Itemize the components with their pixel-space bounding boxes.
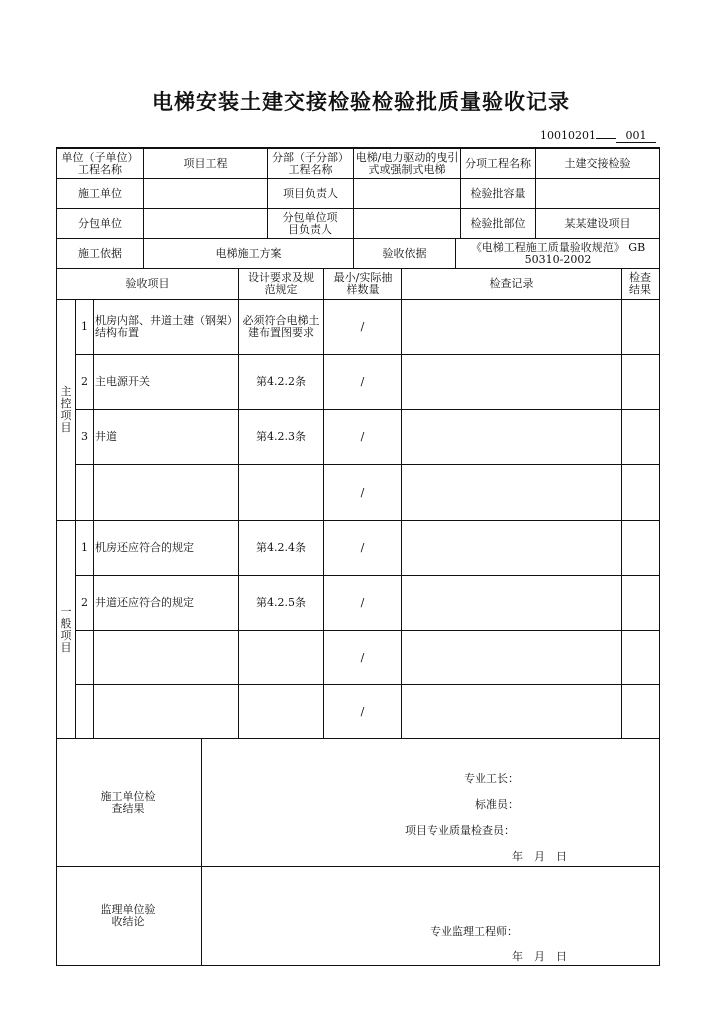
sub-item-value[interactable]: 土建交接检验 (564, 156, 631, 170)
contractor-label: 施工单位 (78, 186, 122, 200)
foreman-signature[interactable]: 专业工长： (464, 772, 519, 785)
column-sample: 最小/实际抽样数量 (333, 271, 393, 296)
supervisor-check-label: 监理单位验收结论 (100, 903, 156, 928)
sub-division-label: 分部（子分部）工程名称 (272, 150, 349, 176)
sub-manager-value[interactable] (354, 209, 460, 238)
general-row-2-no: 2 (81, 596, 88, 609)
main-row-2-design: 第4.2.2条 (256, 375, 306, 388)
main-row-4-sample[interactable]: / (360, 485, 365, 499)
general-row-4-sample[interactable]: / (360, 704, 365, 718)
main-row-2-item: 主电源开关 (95, 375, 150, 388)
project-manager-label: 项目负责人 (283, 186, 338, 200)
general-label: 一般项目 (60, 604, 72, 654)
main-row-2-no: 2 (81, 375, 88, 388)
unit-project-value[interactable]: 项目工程 (183, 156, 228, 170)
sub-division-value[interactable]: 电梯/电力驱动的曳引式或强制式电梯 (355, 150, 459, 176)
project-manager-value[interactable] (354, 179, 460, 208)
general-row-3-no (76, 631, 93, 684)
main-row-4-design (239, 465, 323, 520)
quality-inspector-signature[interactable]: 项目专业质量检查员： (405, 824, 515, 837)
contractor-value[interactable] (144, 179, 267, 208)
column-item: 验收项目 (125, 277, 170, 290)
contractor-date[interactable]: 年 月 日 (512, 850, 567, 863)
main-row-1-design: 必须符合电梯土建布置图要求 (242, 314, 320, 339)
batch-location-value[interactable]: 某某建设项目 (564, 216, 631, 230)
general-row-2-sample[interactable]: / (360, 596, 365, 609)
main-row-4-no (76, 465, 93, 520)
general-row-1-sample[interactable]: / (360, 541, 365, 554)
sub-manager-label: 分包单位项目负责人 (282, 210, 338, 236)
main-row-3-design: 第4.2.3条 (256, 430, 306, 443)
general-row-3-sample[interactable]: / (360, 650, 365, 664)
standards-inspector-signature[interactable]: 标准员： (475, 798, 519, 811)
general-row-2-design: 第4.2.5条 (256, 596, 306, 609)
page-title: 电梯安装土建交接检验检验批质量验收记录 (152, 90, 570, 114)
batch-capacity-label: 检验批容量 (470, 186, 526, 200)
main-row-1-no: 1 (81, 320, 88, 333)
main-row-3-sample[interactable]: / (360, 430, 365, 443)
general-row-4-item (95, 685, 238, 738)
general-row-3-item (95, 631, 238, 684)
supervisor-date[interactable]: 年 月 日 (512, 950, 567, 963)
sub-item-label: 分项工程名称 (465, 156, 531, 170)
supervising-engineer-signature[interactable]: 专业监理工程师： (430, 925, 518, 938)
general-row-1-item: 机房还应符合的规定 (95, 541, 194, 554)
column-result: 检查结果 (629, 271, 651, 296)
contractor-check-label: 施工单位检查结果 (100, 789, 156, 815)
general-row-1-no: 1 (81, 541, 88, 554)
main-row-1-item: 机房内部、井道土建（钢架）结构布置 (95, 314, 238, 339)
acceptance-basis-value: 《电梯工程施工质量验收规范》 GB 50310-2002 (470, 240, 646, 266)
main-row-2-sample[interactable]: / (360, 375, 365, 388)
document-number-suffix: 001 (616, 129, 656, 143)
subcontractor-value[interactable] (144, 209, 267, 238)
batch-location-label: 检验批部位 (470, 216, 526, 230)
general-row-4-design (239, 685, 323, 738)
document-number-prefix: 10010201 (540, 129, 596, 142)
main-row-4-item (95, 465, 238, 520)
general-row-1-design: 第4.2.4条 (256, 541, 306, 554)
subcontractor-label: 分包单位 (78, 216, 122, 230)
unit-project-label: 单位（子单位）工程名称 (61, 150, 139, 176)
general-row-4-no (76, 685, 93, 738)
main-row-3-item: 井道 (95, 430, 117, 443)
column-record: 检查记录 (489, 277, 534, 290)
column-design: 设计要求及规范规定 (248, 271, 314, 296)
main-row-3-no: 3 (81, 430, 88, 443)
main-row-1-sample[interactable]: / (360, 320, 365, 333)
general-row-2-item: 井道还应符合的规定 (95, 596, 194, 609)
acceptance-basis-label: 验收依据 (382, 246, 427, 260)
main-control-label: 主控项目 (60, 385, 72, 434)
construction-basis-value[interactable]: 电梯施工方案 (215, 246, 282, 260)
batch-capacity-value[interactable] (536, 179, 659, 208)
construction-basis-label: 施工依据 (78, 246, 122, 260)
general-row-3-design (239, 631, 323, 684)
